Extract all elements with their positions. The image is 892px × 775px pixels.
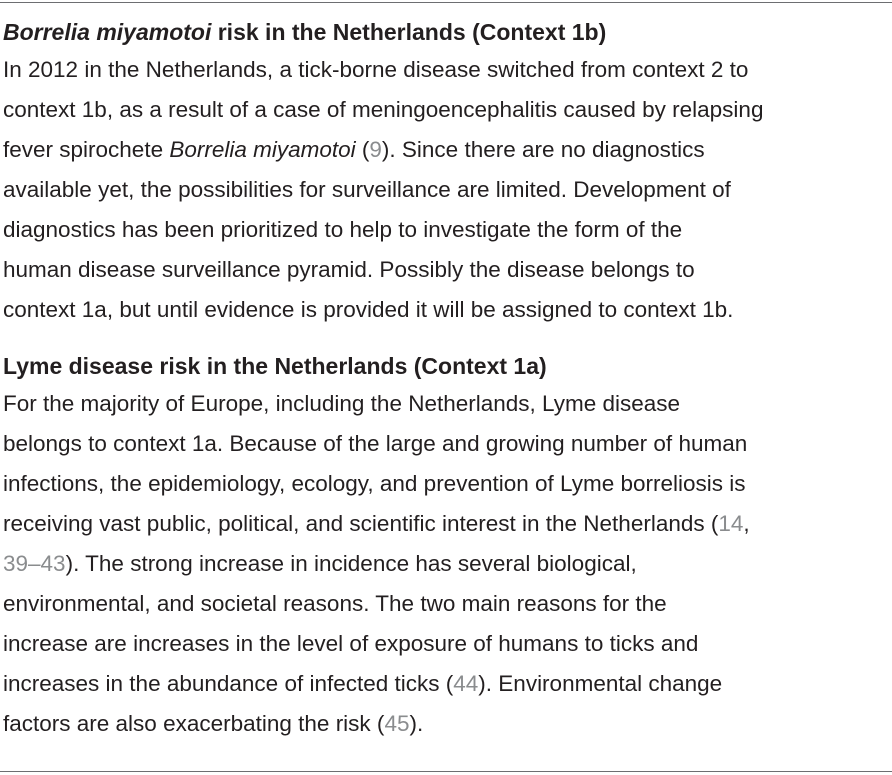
text-line: In 2012 in the Netherlands, a tick-borne disease switched from context 2 to	[3, 57, 749, 82]
text-line: increase are increases in the level of exposure of humans to ticks and	[3, 631, 699, 656]
text-segment: fever spirochete	[3, 137, 170, 162]
text-segment: ). The strong increase in incidence has several biological,	[65, 551, 637, 576]
citation-link[interactable]: 9	[369, 137, 382, 162]
section-heading	[3, 16, 889, 48]
citation-link[interactable]: 44	[453, 671, 479, 696]
text-segment: ).	[409, 711, 424, 736]
heading-species-name: Borrelia miyamotoi	[3, 19, 212, 45]
citation-link[interactable]: 45	[384, 711, 410, 736]
text-line: belongs to context 1a. Because of the large and growing number of human	[3, 431, 748, 456]
text-line: human disease surveillance pyramid. Possibly the disease belongs to	[3, 257, 695, 282]
top-rule	[0, 2, 892, 3]
text-line: environmental, and societal reasons. The two main reasons for the	[3, 591, 667, 616]
text-line	[3, 664, 889, 704]
section-lyme-disease	[3, 350, 889, 744]
text-line: context 1a, but until evidence is provided it will be assigned to context 1b.	[3, 297, 734, 322]
text-line: For the majority of Europe, including the Netherlands, Lyme disease	[3, 391, 681, 416]
text-line: infections, the epidemiology, ecology, and prevention of Lyme borreliosis is	[3, 471, 746, 496]
text-line	[3, 544, 889, 584]
text-line	[3, 504, 889, 544]
text-line: context 1b, as a result of a case of meningoencephalitis caused by relapsing	[3, 97, 764, 122]
text-line	[3, 130, 889, 170]
citation-link[interactable]: 14	[718, 511, 744, 536]
text-segment: ,	[743, 511, 750, 536]
species-name: Borrelia miyamotoi	[169, 137, 356, 162]
text-segment: increases in the abundance of infected ticks (	[3, 671, 454, 696]
section-paragraph	[3, 50, 889, 330]
text-line: diagnostics has been prioritized to help to investigate the form of the	[3, 217, 683, 242]
text-line: available yet, the possibilities for surveillance are limited. Development of	[3, 177, 731, 202]
text-line	[3, 704, 889, 744]
section-paragraph	[3, 384, 889, 744]
section-heading: Lyme disease risk in the Netherlands (Context 1a)	[3, 353, 547, 379]
heading-text: risk in the Netherlands (Context 1b)	[211, 19, 607, 45]
text-segment: ). Since there are no diagnostics	[381, 137, 705, 162]
text-segment: (	[355, 137, 370, 162]
text-segment: receiving vast public, political, and scientific interest in the Netherlands (	[3, 511, 719, 536]
text-segment: factors are also exacerbating the risk (	[3, 711, 385, 736]
citation-link[interactable]: 39–43	[3, 551, 66, 576]
section-borrelia-miyamotoi	[3, 16, 889, 330]
text-segment: ). Environmental change	[478, 671, 723, 696]
bottom-rule	[0, 771, 892, 772]
